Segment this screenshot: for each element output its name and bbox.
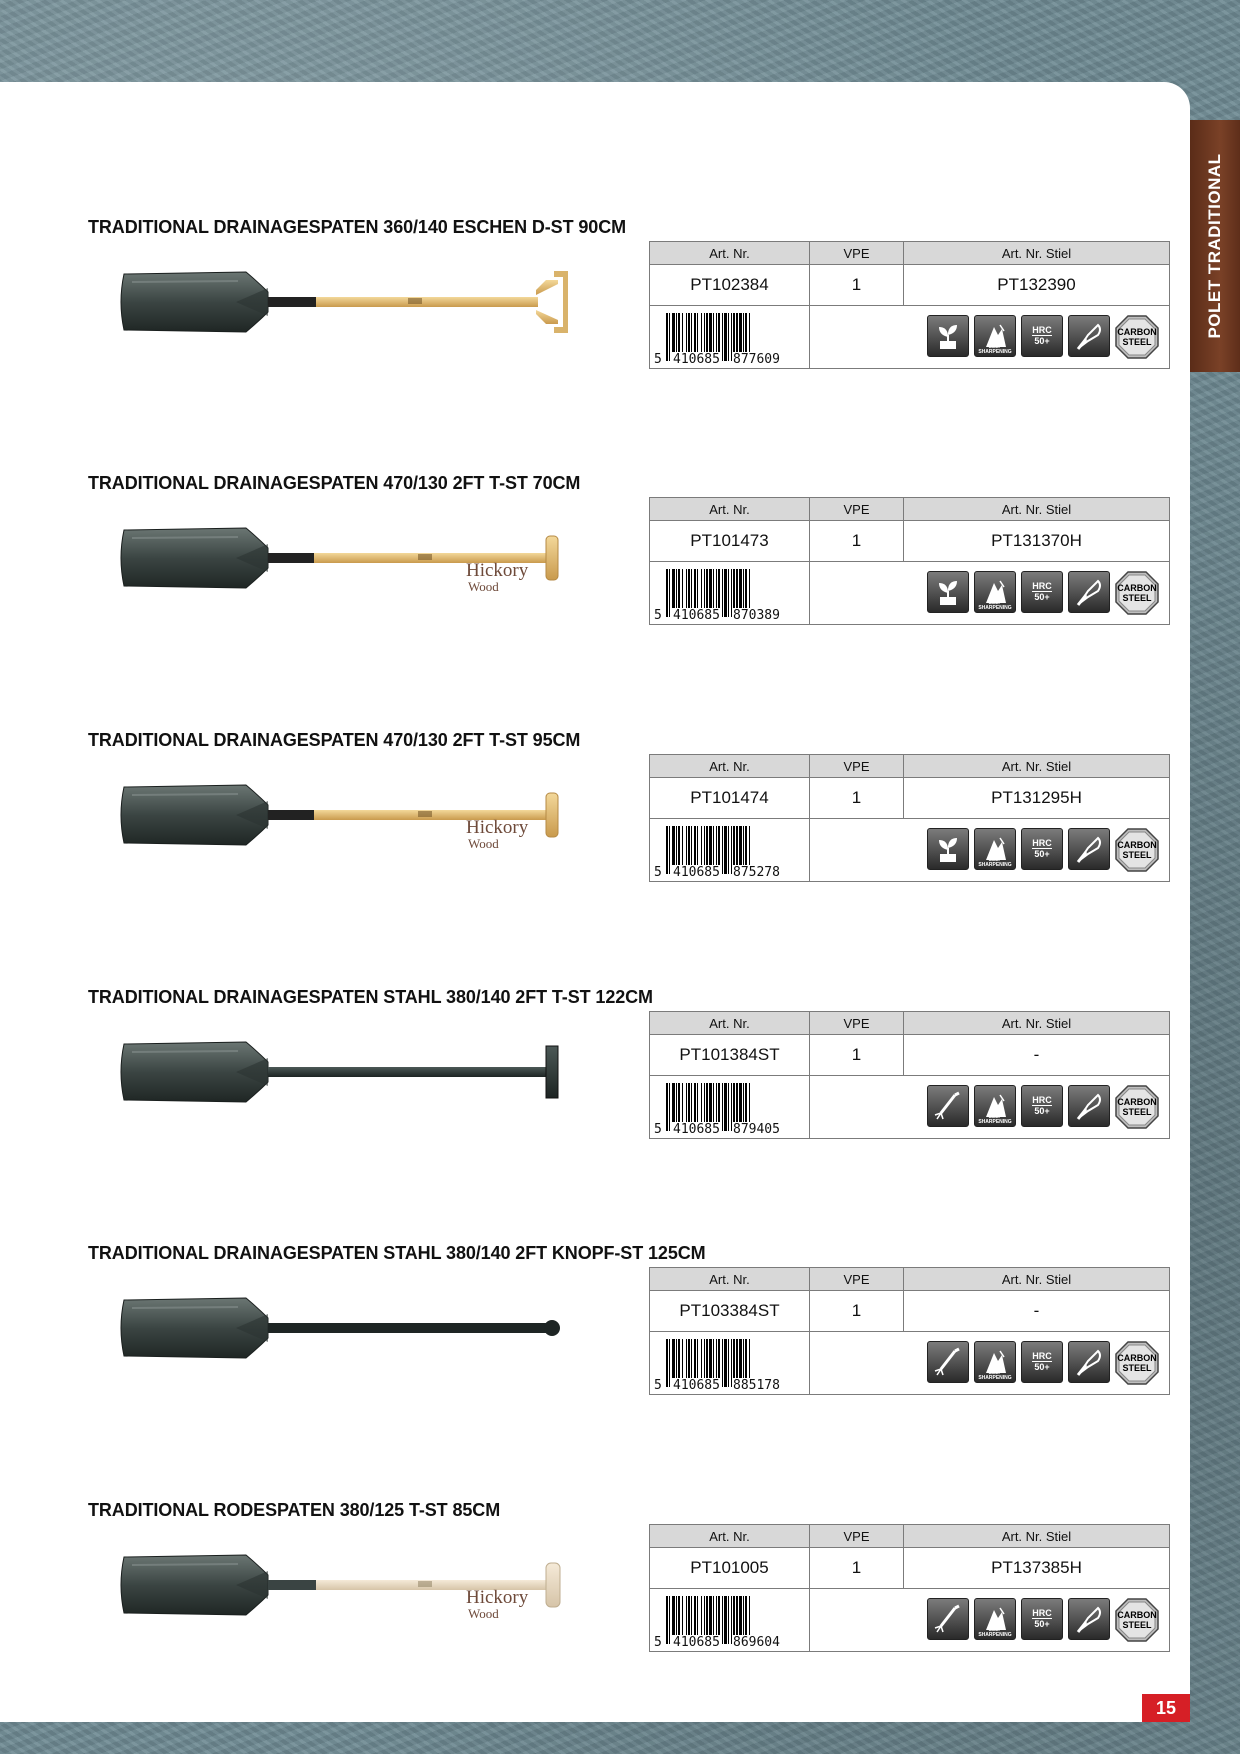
self-sharpening-label: SELF SHARPENING [978, 1370, 1012, 1381]
ean-right-digits: 870389 [733, 608, 780, 623]
carbon-label: CARBON [1117, 840, 1157, 850]
carbon-steel-icon [1115, 1341, 1159, 1385]
barcode-cell [650, 1332, 810, 1395]
wood-label: Wood [468, 579, 499, 594]
carbon-steel-icon [1115, 1598, 1159, 1642]
header-vpe: VPE [810, 1268, 904, 1291]
self-sharpening-label: SELF SHARPENING [978, 1627, 1012, 1638]
hickory-wood-logo [466, 1587, 529, 1622]
header-stiel: Art. Nr. Stiel [904, 1012, 1170, 1035]
product-block [0, 987, 1190, 1157]
hrc-bottom: 50+ [1034, 849, 1050, 859]
planting-icon [927, 571, 969, 613]
header-stiel: Art. Nr. Stiel [904, 242, 1170, 265]
wood-label: Wood [468, 836, 499, 851]
ean-lead-digit: 5 [654, 608, 662, 623]
self-sharpening-icon [974, 1598, 1016, 1640]
hrc-50-icon [1021, 1341, 1063, 1383]
feature-icons [810, 828, 1169, 872]
self-sharpening-icon [974, 1341, 1016, 1383]
product-title: TRADITIONAL DRAINAGESPATEN 360/140 ESCHEN D-ST 90CM [88, 217, 626, 237]
vpe-value: 1 [810, 1548, 904, 1589]
icons-cell [810, 1076, 1170, 1139]
root-cutting-icon [927, 1341, 969, 1383]
ean-lead-digit: 5 [654, 1378, 662, 1393]
barcode-cell [650, 306, 810, 369]
barcode [650, 820, 810, 880]
art-nr-value: PT101474 [650, 778, 810, 819]
carbon-steel-icon [1115, 315, 1159, 359]
self-sharpening-label: SELF SHARPENING [978, 1114, 1012, 1125]
root-cutting-icon [927, 1598, 969, 1640]
product-title: TRADITIONAL RODESPATEN 380/125 T-ST 85CM [88, 1500, 501, 1520]
steel-label: STEEL [1122, 1363, 1152, 1373]
side-tab [1190, 120, 1240, 372]
feature-icons [810, 1341, 1169, 1385]
stiel-value: PT131295H [904, 778, 1170, 819]
self-sharpening-label: SELF SHARPENING [978, 344, 1012, 355]
header-art-nr: Art. Nr. [650, 1268, 810, 1291]
barcode-cell [650, 819, 810, 882]
barcode [650, 1077, 810, 1137]
steel-label: STEEL [1122, 1620, 1152, 1630]
hickory-wood-logo [466, 817, 529, 852]
vpe-value: 1 [810, 778, 904, 819]
header-vpe: VPE [810, 1525, 904, 1548]
art-nr-value: PT101473 [650, 521, 810, 562]
art-nr-value: PT101005 [650, 1548, 810, 1589]
feature-icons [810, 571, 1169, 615]
barcode-cell [650, 1076, 810, 1139]
hrc-50-icon [1021, 315, 1063, 357]
header-art-nr: Art. Nr. [650, 1525, 810, 1548]
header-stiel: Art. Nr. Stiel [904, 1268, 1170, 1291]
ean-right-digits: 877609 [733, 352, 780, 367]
ean-lead-digit: 5 [654, 1122, 662, 1137]
header-vpe: VPE [810, 242, 904, 265]
vpe-value: 1 [810, 1291, 904, 1332]
hrc-top: HRC [1032, 1608, 1052, 1618]
hrc-50-icon [1021, 828, 1063, 870]
spade-digging-icon [1068, 1085, 1110, 1127]
hrc-top: HRC [1032, 581, 1052, 591]
art-nr-value: PT102384 [650, 265, 810, 306]
barcode [650, 1333, 810, 1393]
product-block [0, 1500, 1190, 1670]
steel-label: STEEL [1122, 337, 1152, 347]
hrc-top: HRC [1032, 1351, 1052, 1361]
vpe-value: 1 [810, 265, 904, 306]
product-title: TRADITIONAL DRAINAGESPATEN STAHL 380/140 2FT KNOPF-ST 125CM [88, 1243, 706, 1263]
ean-right-digits: 875278 [733, 865, 780, 880]
hrc-bottom: 50+ [1034, 336, 1050, 346]
planting-icon [927, 315, 969, 357]
barcode-cell [650, 562, 810, 625]
barcode [650, 563, 810, 623]
spade-digging-icon [1068, 1341, 1110, 1383]
ean-lead-digit: 5 [654, 352, 662, 367]
self-sharpening-icon [974, 1085, 1016, 1127]
barcode [650, 1590, 810, 1650]
hrc-50-icon [1021, 1598, 1063, 1640]
side-tab-label: POLET TRADITIONAL [1205, 153, 1224, 339]
vpe-value: 1 [810, 1035, 904, 1076]
product-spec-table [649, 497, 1170, 625]
header-vpe: VPE [810, 1012, 904, 1035]
spade-image [118, 1027, 568, 1117]
feature-icons [810, 315, 1169, 359]
carbon-label: CARBON [1117, 327, 1157, 337]
product-block [0, 217, 1190, 387]
header-vpe: VPE [810, 498, 904, 521]
header-art-nr: Art. Nr. [650, 1012, 810, 1035]
spade-digging-icon [1068, 1598, 1110, 1640]
spade-image [118, 1283, 568, 1373]
root-cutting-icon [927, 1085, 969, 1127]
hrc-top: HRC [1032, 325, 1052, 335]
barcode-cell [650, 1589, 810, 1652]
self-sharpening-label: SELF SHARPENING [978, 857, 1012, 868]
ean-right-digits: 869604 [733, 1635, 780, 1650]
spade-digging-icon [1068, 828, 1110, 870]
ean-lead-digit: 5 [654, 865, 662, 880]
planting-icon [927, 828, 969, 870]
product-spec-table [649, 241, 1170, 369]
spade-image [118, 257, 568, 347]
stiel-value: PT131370H [904, 521, 1170, 562]
header-vpe: VPE [810, 755, 904, 778]
vpe-value: 1 [810, 521, 904, 562]
icons-cell [810, 562, 1170, 625]
product-title: TRADITIONAL DRAINAGESPATEN 470/130 2FT T-ST 95CM [88, 730, 581, 750]
ean-left-digits: 410685 [673, 352, 720, 367]
hickory-label: Hickory [466, 817, 529, 838]
ean-left-digits: 410685 [673, 865, 720, 880]
product-block [0, 730, 1190, 900]
steel-label: STEEL [1122, 850, 1152, 860]
spade-digging-icon [1068, 315, 1110, 357]
icons-cell [810, 1332, 1170, 1395]
product-title: TRADITIONAL DRAINAGESPATEN STAHL 380/140 2FT T-ST 122CM [88, 987, 653, 1007]
feature-icons [810, 1598, 1169, 1642]
product-block [0, 473, 1190, 643]
wood-label: Wood [468, 1606, 499, 1621]
carbon-label: CARBON [1117, 1097, 1157, 1107]
ean-left-digits: 410685 [673, 1122, 720, 1137]
carbon-label: CARBON [1117, 1610, 1157, 1620]
stiel-value: PT132390 [904, 265, 1170, 306]
header-stiel: Art. Nr. Stiel [904, 498, 1170, 521]
ean-right-digits: 885178 [733, 1378, 780, 1393]
hrc-bottom: 50+ [1034, 1362, 1050, 1372]
stiel-value: - [904, 1291, 1170, 1332]
self-sharpening-icon [974, 571, 1016, 613]
product-block [0, 1243, 1190, 1413]
stiel-value: PT137385H [904, 1548, 1170, 1589]
page-number: 15 [1142, 1694, 1190, 1722]
product-spec-table [649, 754, 1170, 882]
ean-left-digits: 410685 [673, 1635, 720, 1650]
product-spec-table [649, 1524, 1170, 1652]
carbon-steel-icon [1115, 1085, 1159, 1129]
ean-left-digits: 410685 [673, 1378, 720, 1393]
carbon-steel-icon [1115, 828, 1159, 872]
art-nr-value: PT103384ST [650, 1291, 810, 1332]
hrc-bottom: 50+ [1034, 1106, 1050, 1116]
header-art-nr: Art. Nr. [650, 498, 810, 521]
hrc-top: HRC [1032, 838, 1052, 848]
steel-label: STEEL [1122, 593, 1152, 603]
hrc-50-icon [1021, 1085, 1063, 1127]
self-sharpening-label: SELF SHARPENING [978, 600, 1012, 611]
product-title: TRADITIONAL DRAINAGESPATEN 470/130 2FT T-ST 70CM [88, 473, 581, 493]
hrc-bottom: 50+ [1034, 1619, 1050, 1629]
header-stiel: Art. Nr. Stiel [904, 1525, 1170, 1548]
header-art-nr: Art. Nr. [650, 242, 810, 265]
hickory-wood-logo [466, 560, 529, 595]
icons-cell [810, 819, 1170, 882]
barcode [650, 307, 810, 367]
header-art-nr: Art. Nr. [650, 755, 810, 778]
ean-right-digits: 879405 [733, 1122, 780, 1137]
icons-cell [810, 1589, 1170, 1652]
carbon-label: CARBON [1117, 1353, 1157, 1363]
hrc-bottom: 50+ [1034, 592, 1050, 602]
hrc-50-icon [1021, 571, 1063, 613]
ean-left-digits: 410685 [673, 608, 720, 623]
carbon-steel-icon [1115, 571, 1159, 615]
art-nr-value: PT101384ST [650, 1035, 810, 1076]
carbon-label: CARBON [1117, 583, 1157, 593]
self-sharpening-icon [974, 828, 1016, 870]
product-spec-table [649, 1267, 1170, 1395]
stiel-value: - [904, 1035, 1170, 1076]
product-spec-table [649, 1011, 1170, 1139]
steel-label: STEEL [1122, 1107, 1152, 1117]
self-sharpening-icon [974, 315, 1016, 357]
hickory-label: Hickory [466, 560, 529, 581]
hickory-label: Hickory [466, 1587, 529, 1608]
feature-icons [810, 1085, 1169, 1129]
spade-digging-icon [1068, 571, 1110, 613]
ean-lead-digit: 5 [654, 1635, 662, 1650]
hrc-top: HRC [1032, 1095, 1052, 1105]
icons-cell [810, 306, 1170, 369]
header-stiel: Art. Nr. Stiel [904, 755, 1170, 778]
